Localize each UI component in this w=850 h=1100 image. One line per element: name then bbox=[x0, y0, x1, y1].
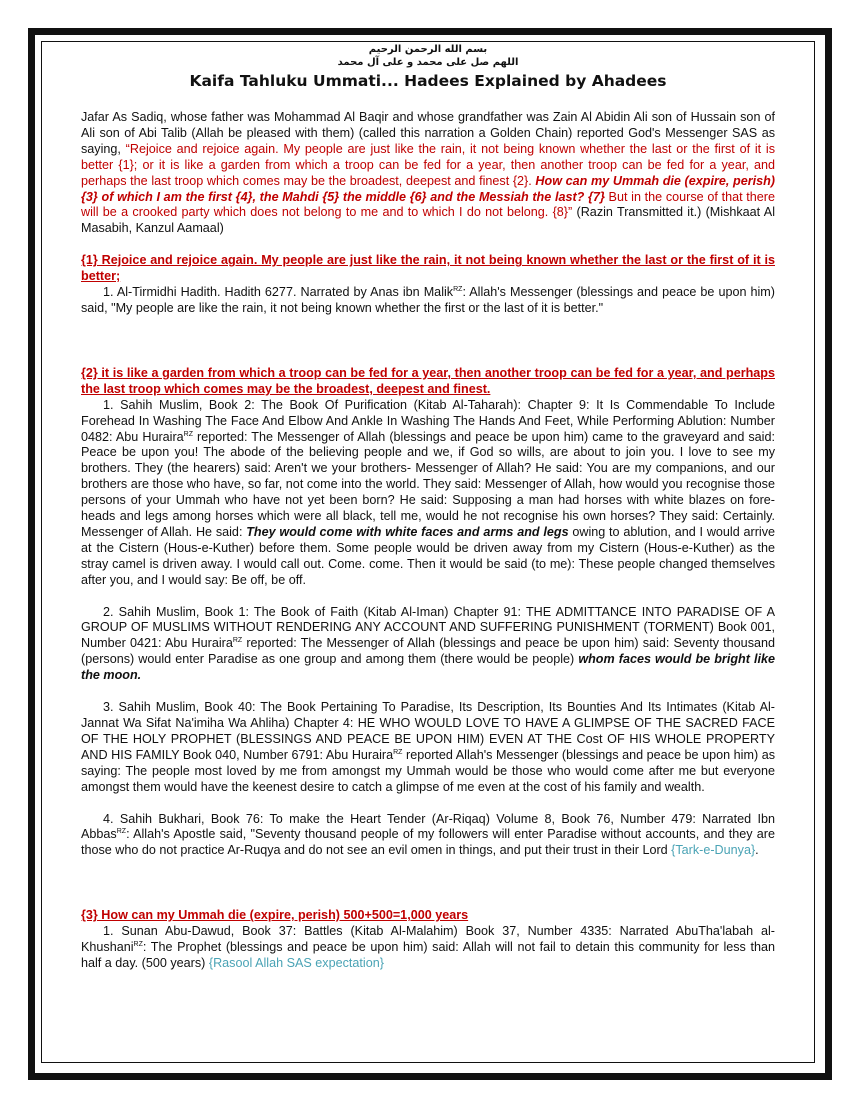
item-text: owing to ablution, and I would arrive at the Cistern (Hous-e-Kuther) before them. Some people would be driven away from my Cistern (Hous-e-Kuther) as the stray camel is driven away. I would call out. Come. come. Then it would be said (to me): These people changed themselves after you, and I would say: Be off, be off. bbox=[81, 524, 775, 587]
item-text: reported: The Messenger of Allah (blessings and peace be upon him) came to the graveyard and said: Peace be upon you! The abode of the believing people and we, if God so wills, are about to join you. I love to see my brothers. They (the hearers) said: Aren't we your brothers- Messenger of Allah? He said: You are my companions, and our brothers are those who have, so far, not come into the world. They said: Messenger of Allah, how would you recognise those persons of your Ummah who have not yet been born? He said: Supposing a man had horses with white blazes on fore- heads and legs among horses which were all black, tell me, would he not recognise his own horses? They said: Certainly. Messenger of Allah. He said: bbox=[81, 429, 775, 539]
item-text: reported: The Messenger of Allah (blessings and peace be upon him) said: Seventy thousand (persons) would enter Paradise as one group and among them (there would be people) bbox=[81, 636, 775, 667]
item-text: : Allah's Apostle said, "Seventy thousand people of my followers will enter Paradise without accounts, and they are those who do not practice Ar-Ruqya and do not see an evil omen in things, and put their trust in their Lord bbox=[81, 827, 775, 858]
narrator-honorific: RZ bbox=[393, 748, 403, 756]
page-title: Kaifa Tahluku Ummati... Hadees Explained by Ahadees bbox=[189, 72, 667, 90]
item-text: 1. Sunan Abu-Dawud, Book 37: Battles (Kitab Al-Malahim) Book 37, Number 4335: Narrated AbuTha'labah al-Khushani bbox=[81, 924, 775, 955]
section-1-item-1 bbox=[81, 285, 775, 317]
item-annotation: {Tark-e-Dunya} bbox=[671, 843, 756, 858]
section-2-item-2 bbox=[81, 605, 775, 685]
section-2-item-4 bbox=[81, 812, 775, 860]
section-2-heading: {2} it is like a garden from which a troop can be fed for a year, then another troop can be fed for a year, and perhaps the last troop which comes may be the broadest, deepest and finest. bbox=[81, 365, 775, 396]
item-text: 1. Sahih Muslim, Book 2: The Book Of Purification (Kitab Al-Taharah): Chapter 9: It Is Commendable To Include Forehead In Washing The Face And Elbow And Ankle In Washing The Hands And Feet, While Performing Ablution: Number 0482: Abu Huraira bbox=[81, 397, 775, 444]
section-2-item-1 bbox=[81, 398, 775, 589]
item-text: 1. Al-Tirmidhi Hadith. Hadith 6277. Narrated by Anas ibn Malik bbox=[103, 285, 454, 300]
item-text: 3. Sahih Muslim, Book 40: The Book Pertaining To Paradise, Its Description, Its Bounties And Its Intimates (Kitab Al-Jannat Wa Sifat Na'imiha Wa Ahliha) Chapter 4: HE WHO WOULD LOVE TO HAVE A GLIMPSE OF THE SACRED FACE OF THE HOLY PROPHET (BLESSINGS AND PEACE BE UPON HIM) EVEN AT THE Cost OF HIS WHOLE PROPERTY AND HIS FAMILY Book 040, Number 6791: Abu Huraira bbox=[81, 700, 775, 762]
intro-quote-emphasis: How can my Ummah die (expire, perish) {3} of which I am the first {4}, the Mahdi {5} the middle {6} and the Messiah the last? {7} bbox=[81, 173, 775, 204]
section-3-item-1 bbox=[81, 924, 775, 972]
intro-quote-end: But in the course of that there will be a crooked party which does not belong to me and to which I do not belong. {8}” bbox=[81, 189, 775, 220]
section-2-item-3 bbox=[81, 700, 775, 795]
item-text: . bbox=[755, 843, 759, 858]
narrator-honorific: RZ bbox=[183, 430, 193, 438]
narrator-honorific: RZ bbox=[232, 637, 243, 645]
narrator-honorific: RZ bbox=[453, 285, 463, 293]
item-text: : Allah's Messenger (blessings and peace be upon him) said, "My people are like the rain, it not being known whether the first or the last of it is better." bbox=[81, 285, 775, 315]
item-emphasis: whom faces would be bright like the moon. bbox=[81, 652, 775, 683]
item-annotation: {Rasool Allah SAS expectation} bbox=[208, 955, 384, 970]
item-emphasis: They would come with white faces and arms and legs bbox=[246, 524, 569, 539]
intro-citation: (Razin Transmitted it.) (Mishkaat Al Masabih, Kanzul Aamaal) bbox=[81, 205, 775, 236]
section-1-heading: {1} Rejoice and rejoice again. My people are just like the rain, it not being known whether the last or the first of it is better; bbox=[81, 253, 775, 284]
intro-text: Jafar As Sadiq, whose father was Mohammad Al Baqir and whose grandfather was Zain Al Abidin Ali son of Hussain son of Ali son of Abi Talib (Allah be pleased with them) (called this narration a Golden Chain) reported God's Messenger SAS as saying, bbox=[81, 110, 775, 156]
narrator-honorific: RZ bbox=[116, 828, 127, 836]
intro-paragraph bbox=[81, 110, 775, 237]
section-3-heading: {3} How can my Ummah die (expire, perish) 500+500=1,000 years bbox=[81, 908, 469, 923]
item-text: 4. Sahih Bukhari, Book 76: To make the Heart Tender (Ar-Riqaq) Volume 8, Book 76, Number 479: Narrated Ibn Abbas bbox=[81, 811, 775, 842]
basmala: بسم الله الرحمن الرحيم bbox=[368, 44, 488, 55]
salawat: اللهم صل علی محمد و علی آل محمد bbox=[337, 57, 519, 68]
item-text: : The Prophet (blessings and peace be upon him) said: Allah will not fail to detain this community for less than half a day. (500 years) bbox=[81, 940, 775, 970]
narrator-honorific: RZ bbox=[133, 940, 143, 948]
document-content bbox=[81, 43, 775, 972]
item-text: 2. Sahih Muslim, Book 1: The Book of Faith (Kitab Al-Iman) Chapter 91: THE ADMITTANCE INTO PARADISE OF A GROUP OF MUSLIMS WITHOUT RENDERING ANY ACCOUNT AND SUFFERING PUNISHMENT (TORMENT) Book 001, Number 0421: Abu Huraira bbox=[81, 604, 775, 651]
item-text: reported Allah's Messenger (blessings and peace be upon him) as saying: The people most loved by me from amongst my Ummah would be those who would come after me but everyone amongst them would have the keenest desire to catch a glimpse of me even at the cost of his family and wealth. bbox=[81, 747, 775, 794]
intro-quote: “Rejoice and rejoice again. My people are just like the rain, it not being known whether the last or the first of it is better {1}; or it is like a garden from which a troop can be fed for a year, then another troop can be fed for a year, and perhaps the last troop which comes may be the broadest, deepest and finest {2}. bbox=[81, 141, 775, 188]
